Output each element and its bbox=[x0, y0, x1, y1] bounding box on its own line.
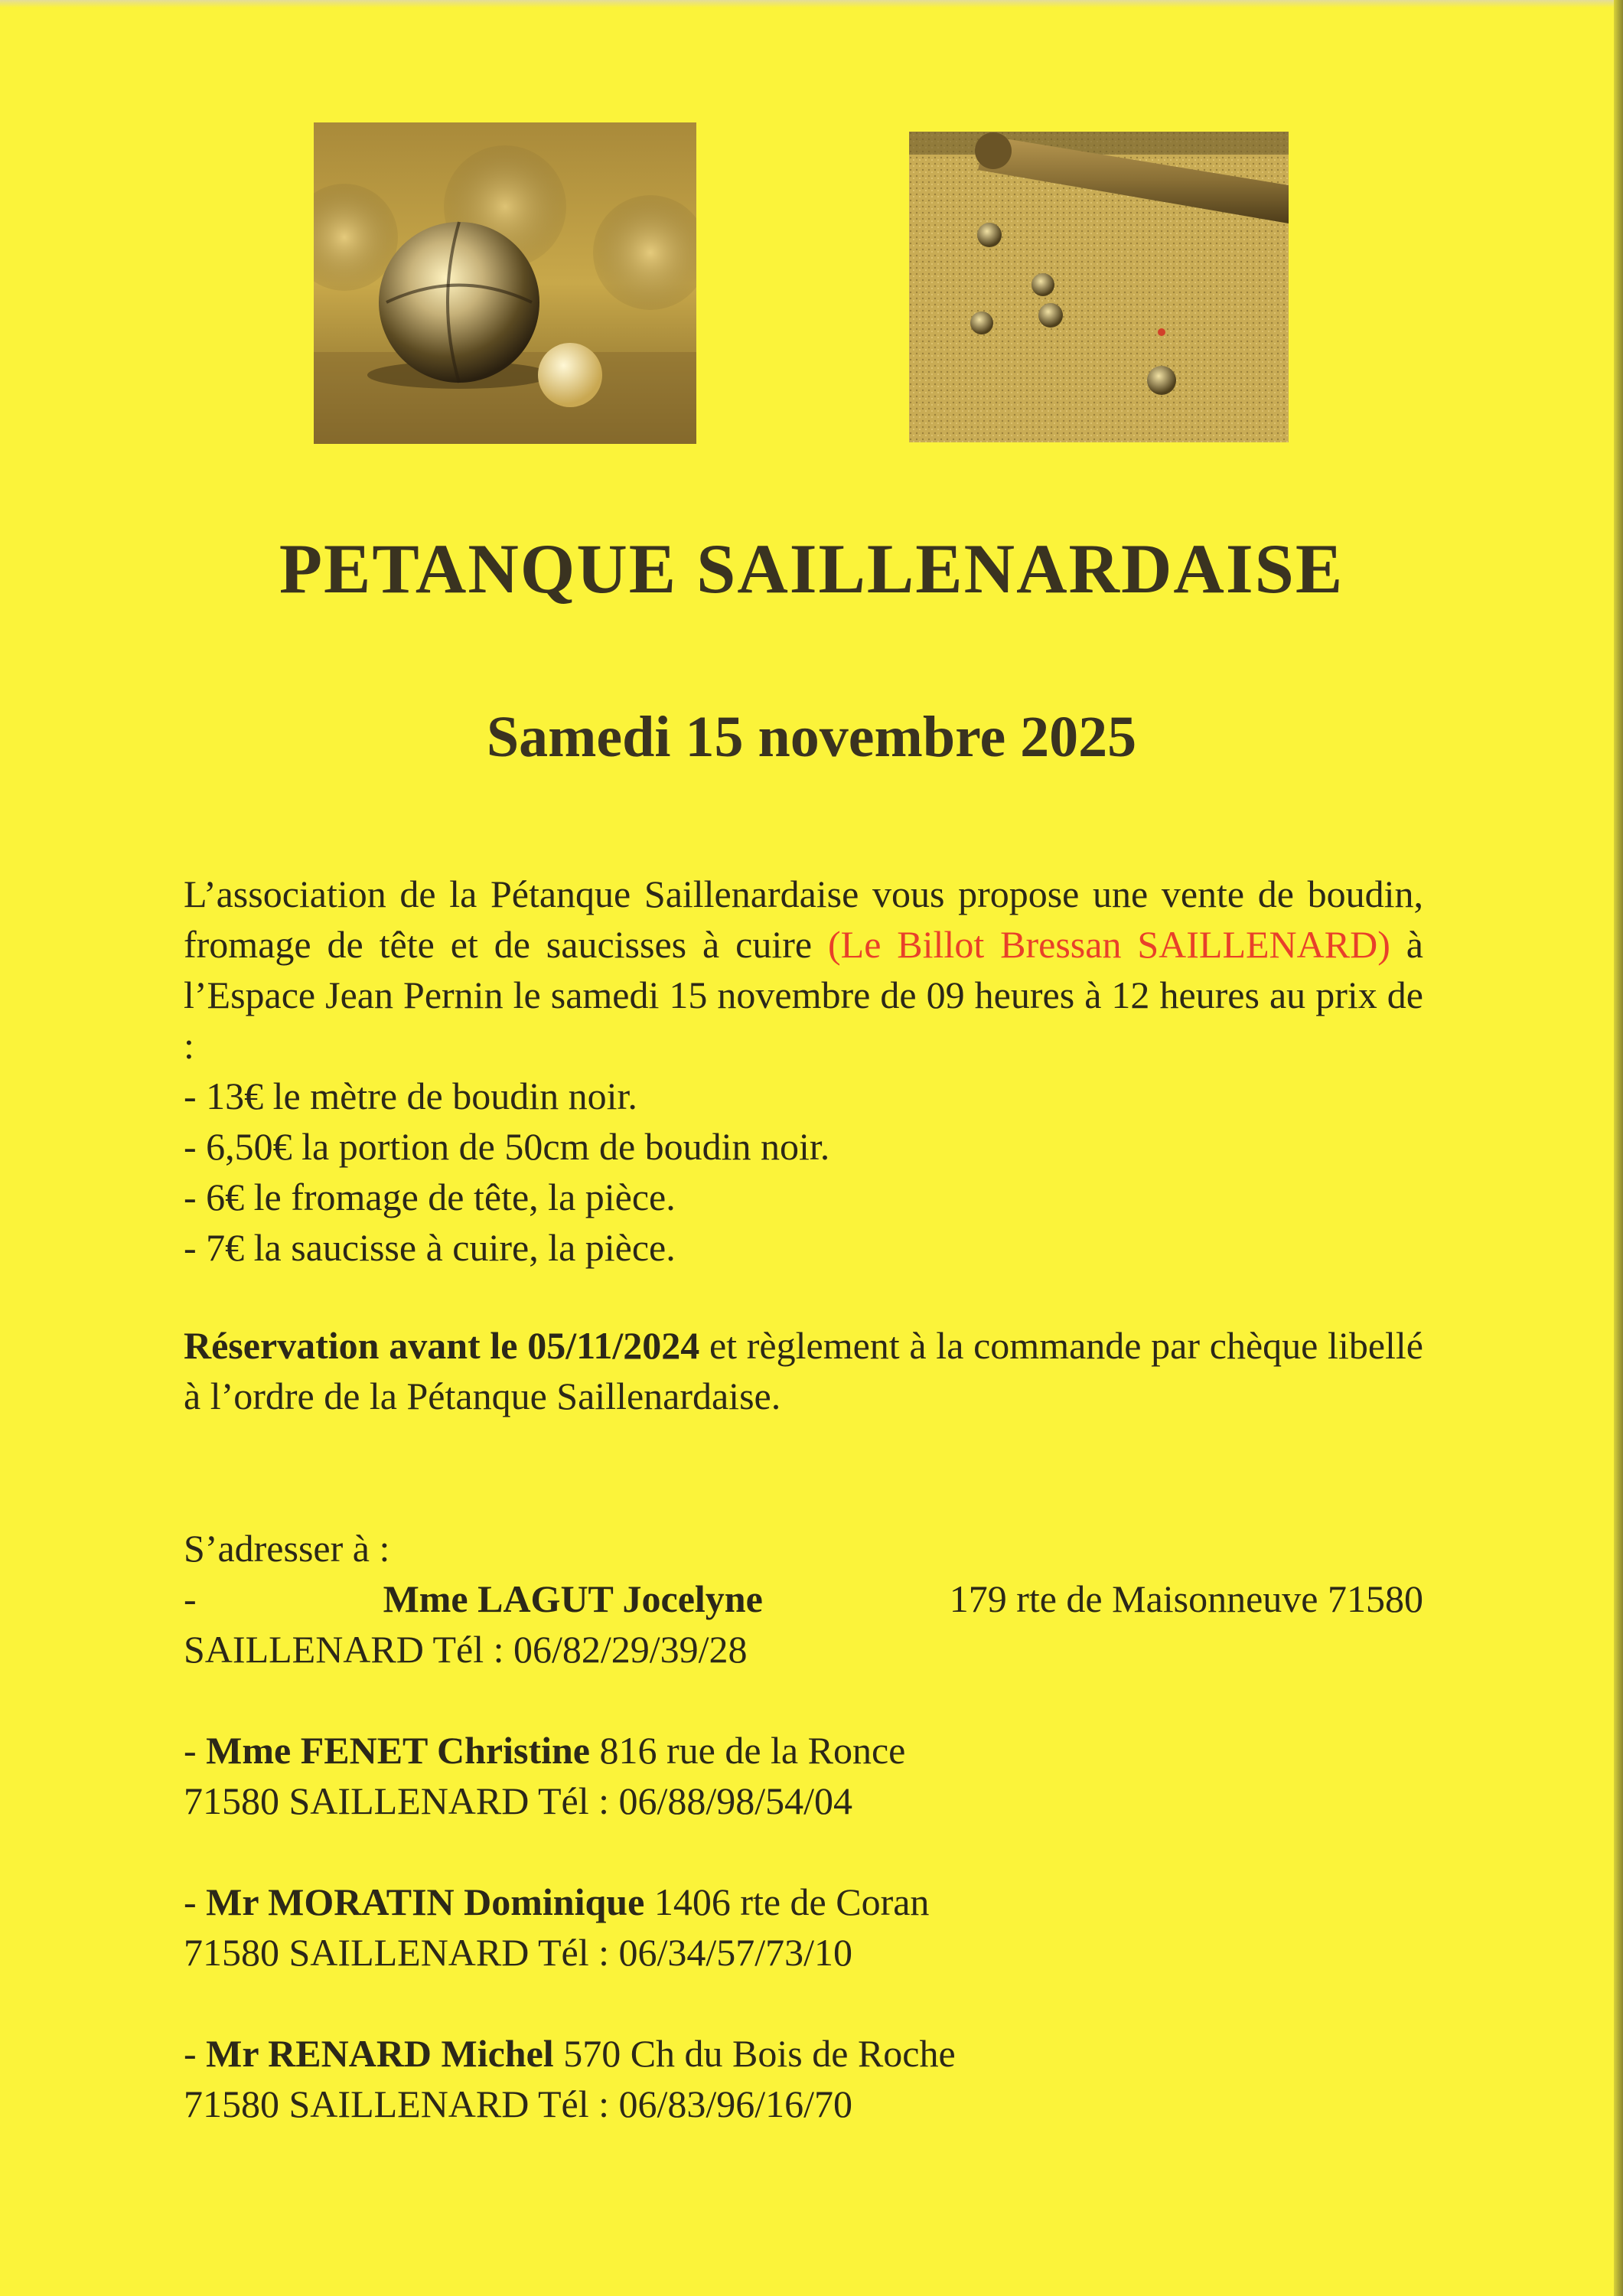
contact-prefix: - bbox=[184, 1577, 197, 1620]
contact-name: Mr MORATIN Dominique bbox=[206, 1880, 645, 1923]
reservation-text: et règlement à la commande par chèque libellé à l’ordre de la Pétanque Saillenardaise. bbox=[184, 1324, 1424, 1417]
page-top-edge bbox=[0, 0, 1623, 8]
contact-address: 179 rte de Maisonneuve 71580 bbox=[949, 1577, 1423, 1620]
price-item: - 7€ la saucisse à cuire, la pièce. bbox=[184, 1226, 676, 1269]
price-item: - 6,50€ la portion de 50cm de boudin noir. bbox=[184, 1125, 830, 1168]
contact-name: Mr RENARD Michel bbox=[206, 2032, 554, 2075]
contact-item bbox=[184, 1574, 1423, 1675]
contact-name: Mme FENET Christine bbox=[206, 1729, 590, 1772]
boules-on-terrain-photo bbox=[909, 132, 1289, 442]
page-title: PETANQUE SAILLENARDAISE bbox=[279, 530, 1344, 608]
contact-item bbox=[184, 1725, 1423, 1826]
page-right-edge bbox=[1614, 0, 1623, 2296]
contact-line-1 bbox=[184, 1877, 1423, 1927]
contact-line-1 bbox=[184, 1725, 1423, 1776]
contact-phone-line: 71580 SAILLENARD Tél : 06/88/98/54/04 bbox=[184, 1779, 853, 1822]
contacts-heading: S’adresser à : bbox=[184, 1527, 390, 1570]
contact-address: 1406 rte de Coran bbox=[644, 1880, 930, 1923]
butcher-name: (Le Billot Bressan SAILLENARD) bbox=[828, 923, 1390, 966]
contact-phone-line: 71580 SAILLENARD Tél : 06/83/96/16/70 bbox=[184, 2082, 853, 2125]
contact-phone-line: 71580 SAILLENARD Tél : 06/34/57/73/10 bbox=[184, 1931, 853, 1974]
contact-address: 816 rue de la Ronce bbox=[590, 1729, 906, 1772]
reservation-deadline: Réservation avant le 05/11/2024 bbox=[184, 1324, 700, 1367]
contact-prefix: - bbox=[184, 2032, 207, 2075]
intro-text-1: L’association de la Pétanque Saillenardaise vous propose une vente de boudin, fromage de tête et de saucisses à cuire bbox=[184, 872, 1423, 966]
intro-text-2: à l’Espace Jean Pernin le samedi 15 novembre de 09 heures à 12 heures au prix de : bbox=[184, 923, 1424, 1067]
contact-phone-line: SAILLENARD Tél : 06/82/29/39/28 bbox=[184, 1628, 748, 1671]
price-item: - 13€ le mètre de boudin noir. bbox=[184, 1075, 637, 1117]
contact-address: 570 Ch du Bois de Roche bbox=[553, 2032, 956, 2075]
event-date: Samedi 15 novembre 2025 bbox=[486, 705, 1137, 769]
price-list bbox=[184, 1071, 1423, 1273]
contact-line-1 bbox=[184, 1574, 1423, 1624]
contact-item bbox=[184, 1877, 1423, 1978]
contact-name: Mme LAGUT Jocelyne bbox=[383, 1577, 763, 1620]
contacts-section bbox=[184, 1523, 1423, 2180]
intro-paragraph bbox=[184, 869, 1423, 1071]
contact-line-1 bbox=[184, 2028, 1423, 2079]
contact-prefix: - bbox=[184, 1880, 207, 1923]
reservation-paragraph bbox=[184, 1320, 1423, 1421]
price-item: - 6€ le fromage de tête, la pièce. bbox=[184, 1176, 676, 1218]
contact-prefix: - bbox=[184, 1729, 207, 1772]
contact-item bbox=[184, 2028, 1423, 2129]
boule-closeup-photo bbox=[314, 122, 696, 444]
